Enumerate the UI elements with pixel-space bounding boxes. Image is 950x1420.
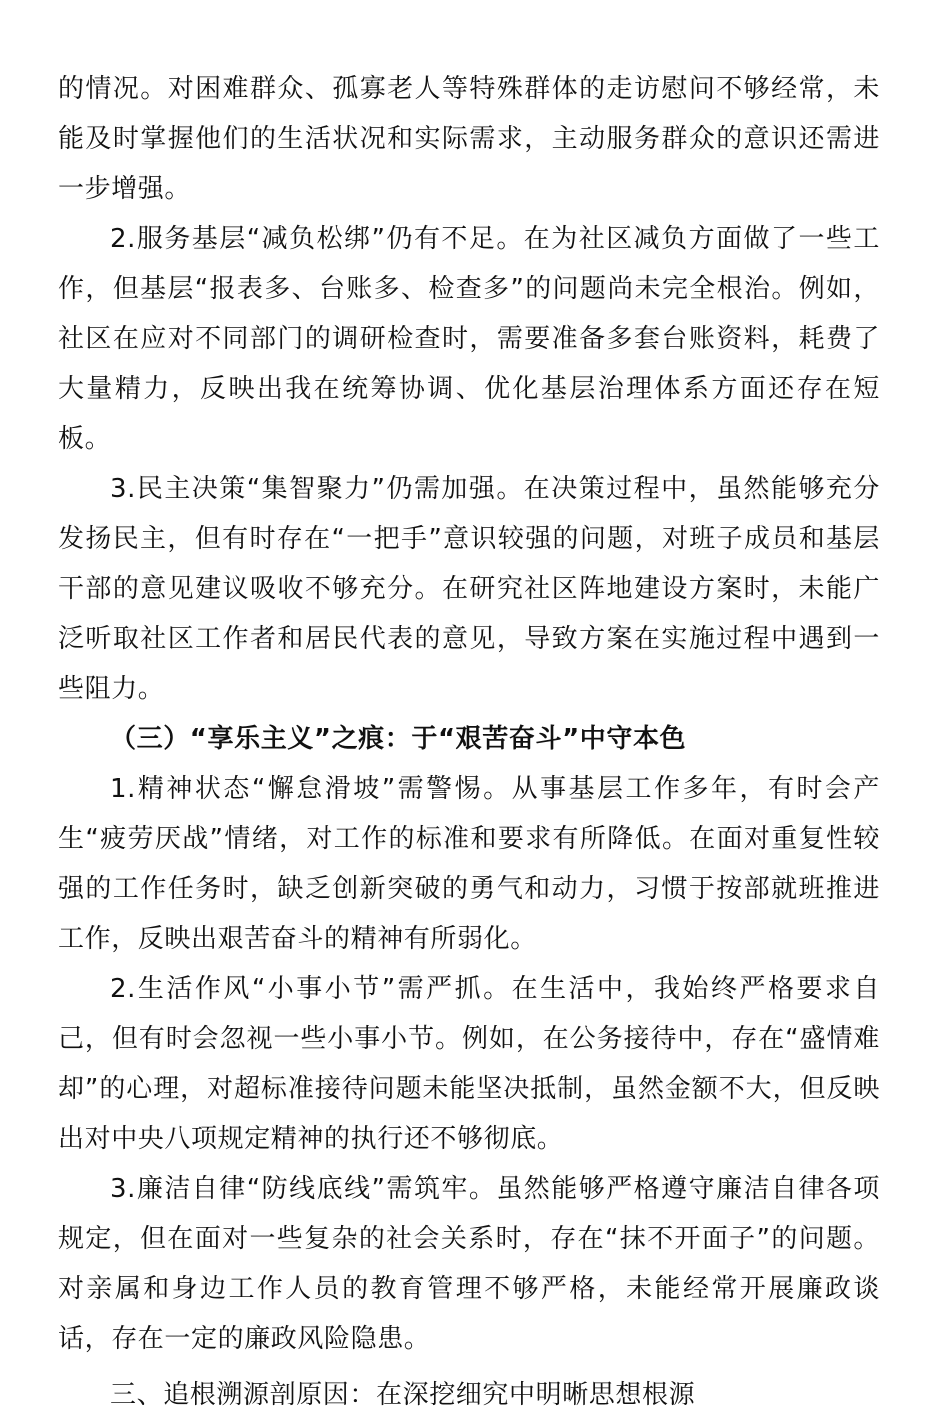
- paragraph-item-2-lifestyle: 2.生活作风“小事小节”需严抓。在生活中，我始终严格要求自己，但有时会忽视一些小事小节。例如，在公务接待中，存在“盛情难却”的心理，对超标准接待问题未能坚决抵制，虽然金额不大，但反映出对中央八项规定精神的执行还不够彻底。: [58, 974, 880, 1154]
- section-heading-hedonism: （三）“享乐主义”之痕：于“艰苦奋斗”中守本色: [110, 724, 687, 754]
- paragraph-item-1-mental-state: 1.精神状态“懈怠滑坡”需警惕。从事基层工作多年，有时会产生“疲劳厌战”情绪，对工作的标准和要求有所降低。在面对重复性较强的工作任务时，缺乏创新突破的勇气和动力，习惯于按部就班推进工作，反映出艰苦奋斗的精神有所弱化。: [58, 774, 880, 954]
- paragraph-item-3-democratic-decision: 3.民主决策“集智聚力”仍需加强。在决策过程中，虽然能够充分发扬民主，但有时存在“一把手”意识较强的问题，对班子成员和基层干部的意见建议吸收不够充分。在研究社区阵地建设方案时，未能广泛听取社区工作者和居民代表的意见，导致方案在实施过程中遇到一些阻力。: [58, 474, 880, 704]
- section-heading-root-causes: 三、追根溯源剖原因：在深挖细究中明晰思想根源: [110, 1380, 696, 1410]
- paragraph-item-3-integrity: 3.廉洁自律“防线底线”需筑牢。虽然能够严格遵守廉洁自律各项规定，但在面对一些复杂的社会关系时，存在“抹不开面子”的问题。对亲属和身边工作人员的教育管理不够严格，未能经常开展廉政谈话，存在一定的廉政风险隐患。: [58, 1174, 880, 1354]
- paragraph-item-2-grassroots-burden: 2.服务基层“减负松绑”仍有不足。在为社区减负方面做了一些工作，但基层“报表多、台账多、检查多”的问题尚未完全根治。例如，社区在应对不同部门的调研检查时，需要准备多套台账资料，耗费了大量精力，反映出我在统筹协调、优化基层治理体系方面还存在短板。: [58, 224, 880, 454]
- document-body: [58, 64, 880, 1420]
- paragraph-continuation: 的情况。对困难群众、孤寡老人等特殊群体的走访慰问不够经常，未能及时掌握他们的生活状况和实际需求，主动服务群众的意识还需进一步增强。: [58, 74, 880, 204]
